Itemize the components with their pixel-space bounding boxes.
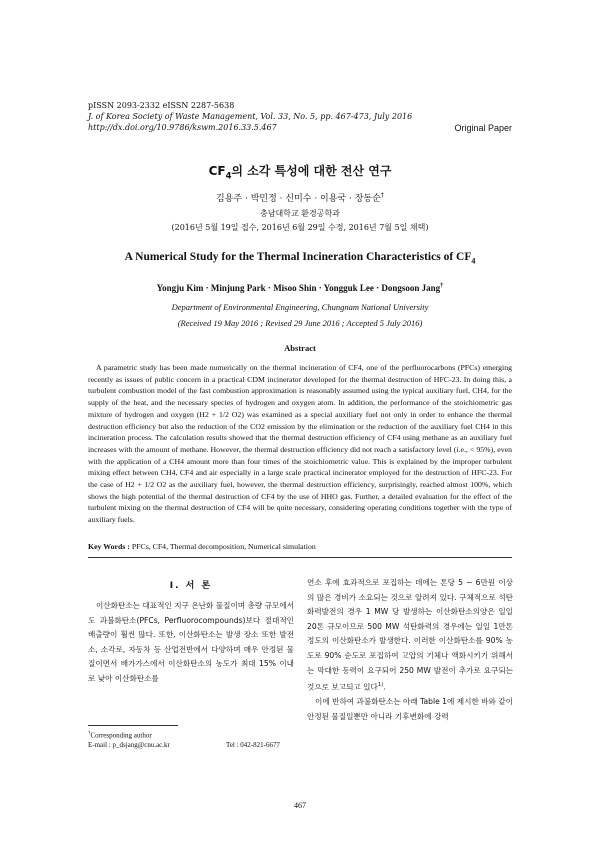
issn-line: pISSN 2093-2332 eISSN 2287-5638 [88, 101, 235, 110]
intro-paragraph-2 [307, 576, 513, 695]
corresponding-mark-en: † [440, 282, 444, 289]
section-divider [88, 557, 512, 558]
english-dates: (Received 19 May 2016 ; Revised 29 June 2016 ; Accepted 5 July 2016) [177, 318, 423, 328]
english-authors-names: Yongju Kim · Minjung Park · Misoo Shin · Yongguk Lee · Dongsoon Jang [156, 283, 441, 293]
keywords-label: Key Words : [88, 542, 130, 551]
keywords-list: PFCs, CF4, Thermal decomposition, Numerical simulation [131, 542, 316, 551]
section-heading-introduction: I. 서 론 [169, 581, 213, 591]
intro-paragraph-1: 이산화탄소는 대표적인 지구 온난화 물질이며 총량 규모에서도 과불화탄소(PFCs, Perfluorocompounds)보다 절대적인 배출량이 훨씬 많다. 또한, 이산화탄소는 발생 장소 또한 발전소, 소각로, 자동차 등 산업전반에서 다양하며 매우 안정된 물질이면서 배가가스에서 이산화탄소의 농도가 최대 15% 이내로 낮아 이산화탄소를 [88, 601, 294, 683]
article-type-label: Original Paper [454, 123, 512, 133]
korean-title-main: CF [208, 164, 226, 178]
reference-mark: 1) [377, 682, 384, 689]
korean-title-rest: 의 소각 특성에 대한 전산 연구 [231, 164, 392, 178]
keywords-line [88, 542, 512, 551]
footnote-email[interactable]: E-mail : p_dsjang@cnu.ac.kr [88, 741, 170, 750]
footnote-label-line [88, 729, 294, 740]
korean-title [0, 162, 600, 180]
footnote-phone: Tel : 042-821-6677 [226, 741, 280, 750]
footnote-mark: † [88, 731, 91, 736]
doi-link[interactable]: http://dx.doi.org/10.9786/kswm.2016.33.5.467 [88, 123, 277, 132]
korean-authors-names: 김용주 · 박민정 · 신미수 · 이용국 · 장동순 [216, 194, 381, 204]
korean-title-subscript: 4 [225, 170, 232, 181]
abstract-text: A parametric study has been made numerically on the thermal incineration of CF4, one of the perfluorocarbons (PFCs) emerging recently as issues of public concern in a practical CDM incinerator developed for the thermal destruction of HFC-23. In doing this, a turbulent combustion model of the fast combustion approximation is reasonably assumed using the typical auxiliary fuel, CH4, for the supply of the heat, and the necessary species of hydrogen and oxygen atom. In addition, the performance of the stoichiometric gas mixture of hydrogen and oxygen (H2 + 1/2 O2) was examined as a special auxiliary fuel not only in order to enhance the thermal destruction efficiency but also the reduction of the CO2 emission by the elimination or the reduction of the auxiliary fuel CH4 in this incineration process. The calculation results showed that the thermal destruction efficiency of CF4 using methane as an auxiliary fuel increases with the amount of methane. However, the thermal destruction efficiency did not reach a satisfactory level (i.e., < 95%), even with the application of a CH4 amount more than four times of the stoichiometric value. This is explained by the improper turbulent mixing effect between CH4, CF4 and air especially in a large scale practical incinerator employed for the destruction of HFC-23. For the case of H2 + 1/2 O2 as the auxiliary fuel, however, the thermal destruction efficiency, surprisingly, reached almost 100%, which shows the high potential of the thermal destruction of CF4 by the use of HHO gas. Further, a detailed evaluation for the effect of the turbulent mixing on the thermal destruction of CF4 will be quite necessary, considering operating conditions together with the type of auxiliary fuels. [88, 363, 512, 525]
footnote-label: Corresponding author [90, 731, 152, 740]
footnote-divider [88, 725, 178, 726]
corresponding-author-footnote [88, 729, 294, 750]
page-number: 467 [294, 801, 306, 810]
intro-paragraph-2-end: . [383, 682, 386, 692]
corresponding-mark: † [380, 192, 384, 199]
korean-dates: (2016년 5월 19일 접수, 2016년 6월 29일 수정, 2016년 7월 5일 채택) [171, 223, 429, 232]
english-title [0, 251, 600, 265]
english-title-subscript: 4 [471, 256, 476, 266]
korean-authors [0, 191, 600, 204]
journal-citation: J. of Korea Society of Waste Management, Vol. 33, No. 5, pp. 467-473, July 2016 [88, 112, 413, 121]
english-affiliation: Department of Environmental Engineering, Chungnam National University [171, 302, 429, 312]
right-column [307, 576, 513, 724]
abstract-heading: Abstract [284, 343, 316, 353]
left-column [88, 578, 294, 687]
english-authors [0, 282, 600, 293]
english-title-main: A Numerical Study for the Thermal Incineration Characteristics of CF [124, 251, 472, 263]
intro-paragraph-3: 이에 반하여 과불화탄소는 아래 Table 1에 제시한 바와 같이 안정된 물질일뿐만 아니라 기후변화에 강력 [307, 697, 513, 721]
korean-affiliation: 충남대학교 환경공학과 [260, 209, 340, 218]
intro-paragraph-2-text: 연소 후에 효과적으로 포집하는 데에는 톤당 5 ~ 6만원 이상의 많은 경비가 소요되는 것으로 알려져 있다. 구체적으로 석탄화력발전의 경우 1 MW 당 발생하는 이산화탄소의양은 일일 20톤 규모이므로 500 MW 석탄화력의 경우에는 일일 1만톤 정도의 이산화탄소가 발생한다. 이러한 이산화탄소를 90% 농도로 90% 순도로 포집하여 고압의 기체나 액화시키기 위해서는 막대한 동력이 요구되어 250 MW 발전이 추가로 요구되는 것으로 보고되고 있다 [307, 578, 513, 692]
footnote-contact-line [88, 740, 294, 750]
